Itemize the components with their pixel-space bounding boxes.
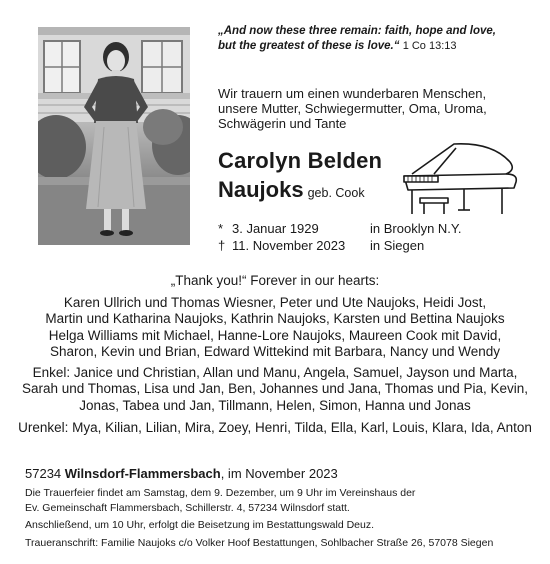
deceased-surname: Naujoks — [218, 177, 304, 202]
address-line: Traueranschrift: Familie Naujoks c/o Volker Hoof Bestattungen, Sohlbacher Straße 26, 57078 Siegen — [25, 536, 494, 549]
death-symbol: † — [218, 238, 226, 253]
place-and-date — [25, 466, 535, 482]
family-line: Sharon, Kevin und Brian, Edward Wittekind mit Barbara, Nancy und Wendy — [50, 344, 500, 359]
birth-place: in Brooklyn N.Y. — [370, 221, 462, 236]
mourning-intro — [218, 86, 538, 131]
quote-line-2: but the greatest of these is love.“ — [218, 40, 400, 52]
portrait-photo — [38, 27, 190, 245]
burial-line: Anschließend, um 10 Uhr, erfolgt die Beisetzung im Bestattungswald Deuz. — [25, 519, 375, 531]
quote-line-1: „And now these three remain: faith, hope and love, — [218, 25, 496, 37]
postcode: 57234 — [25, 466, 62, 481]
death-date: 11. November 2023 — [232, 238, 346, 253]
deceased-name-last — [218, 177, 365, 203]
family-line: Martin und Katharina Naujoks, Kathrin Naujoks, Karsten und Bettina Naujoks — [45, 311, 505, 326]
family-section — [0, 273, 550, 437]
grandchildren-line: Jonas, Tabea und Jan, Tillmann, Helen, Simon, Hanna und Jonas — [79, 397, 471, 413]
quote-reference: 1 Co 13:13 — [402, 40, 457, 52]
bible-quote — [218, 24, 538, 54]
ceremony-line-1: Die Trauerfeier findet am Samstag, dem 9. Dezember, um 9 Uhr im Vereinshaus der — [25, 487, 416, 499]
great-grandchildren-list — [0, 420, 550, 437]
death-row — [218, 237, 518, 254]
life-dates — [218, 220, 518, 254]
family-line: Helga Williams mit Michael, Hanne-Lore Naujoks, Maureen Cook mit David, — [48, 327, 502, 343]
family-list — [0, 295, 550, 361]
month: , im November 2023 — [220, 466, 338, 481]
ceremony-line-2: Ev. Gemeinschaft Flammersbach, Schillerstr. 4, 57234 Wilnsdorf statt. — [25, 501, 350, 514]
birth-name: geb. Cook — [307, 186, 365, 200]
grandchildren-line: Enkel: Janice und Christian, Allan und Manu, Angela, Samuel, Jayson und Marta, — [32, 364, 518, 380]
great-grandchildren-line: Urenkel: Mya, Kilian, Lilian, Mira, Zoey, Henri, Tilda, Ella, Karl, Louis, Klara, Ida, Anton — [18, 420, 532, 435]
thanks-lead: „Thank you!“ Forever in our hearts: — [170, 273, 380, 288]
deceased-name-first: Carolyn Belden — [218, 148, 383, 173]
family-line: Karen Ullrich und Thomas Wiesner, Peter und Ute Naujoks, Heidi Jost, — [63, 294, 487, 310]
birth-date: 3. Januar 1929 — [232, 221, 319, 236]
grand-piano-icon — [394, 140, 524, 218]
grandchildren-line: Sarah und Thomas, Lisa und Jan, Ben, Johannes und Jana, Thomas und Pia, Kevin, — [21, 381, 529, 396]
intro-line-3: Schwägerin und Tante — [218, 116, 347, 131]
town: Wilnsdorf-Flammersbach — [64, 466, 221, 481]
birth-symbol: * — [218, 221, 224, 236]
grandchildren-list — [0, 365, 550, 415]
death-place: in Siegen — [370, 238, 425, 253]
intro-line-1: Wir trauern um einen wunderbaren Menschen, — [218, 86, 487, 101]
footer-info — [25, 466, 535, 550]
birth-row — [218, 220, 518, 237]
intro-line-2: unsere Mutter, Schwiegermutter, Oma, Uroma, — [218, 101, 487, 116]
